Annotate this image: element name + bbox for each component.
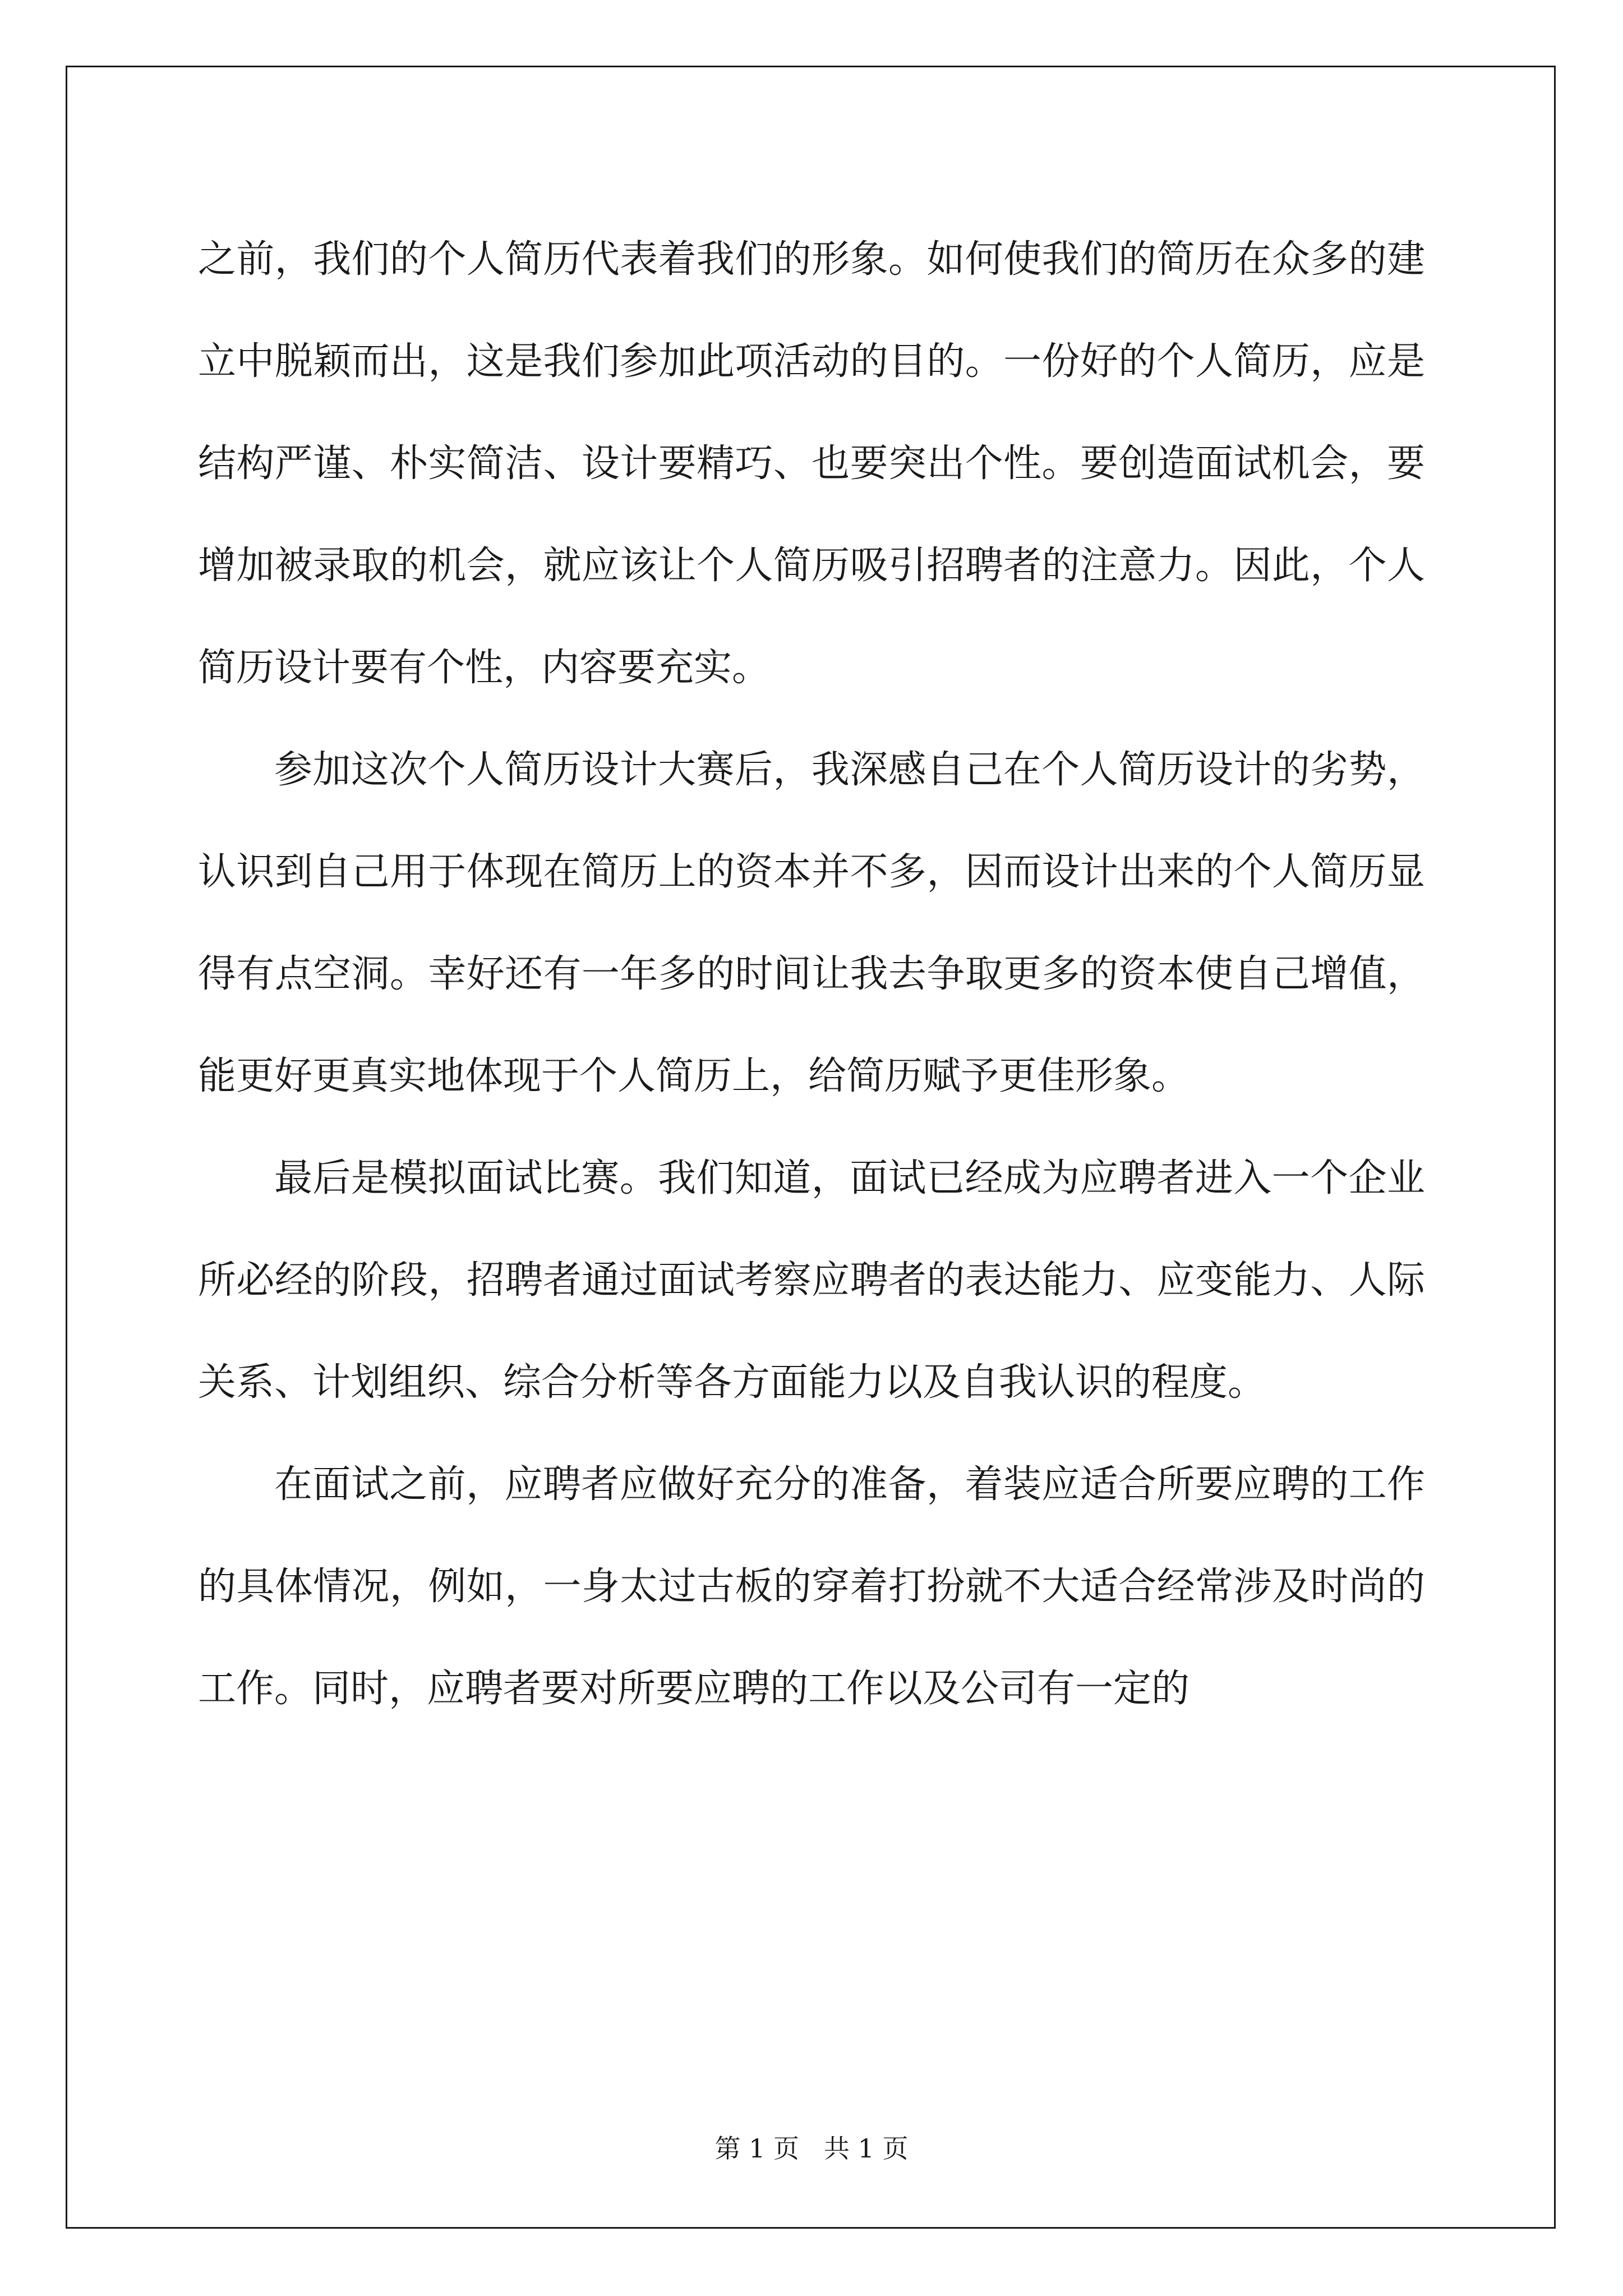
document-body: [198, 209, 1425, 1740]
page-number: 第 1 页: [714, 2133, 799, 2164]
page-total: 共 1 页: [824, 2133, 909, 2164]
page-footer: [0, 2132, 1623, 2165]
paragraph-2: 参加这次个人简历设计大赛后，我深感自己在个人简历设计的劣势，认识到自己用于体现在简历上的资本并不多，因而设计出来的个人简历显得有点空洞。幸好还有一年多的时间让我去争取更多的资本使自己增值，能更好更真实地体现于个人简历上，给简历赋予更佳形象。: [198, 748, 1425, 1098]
paragraph-1: 之前，我们的个人简历代表着我们的形象。如何使我们的简历在众多的建立中脱颖而出，这是我们参加此项活动的目的。一份好的个人简历，应是结构严谨、朴实简洁、设计要精巧、也要突出个性。要创造面试机会，要增加被录取的机会，就应该让个人简历吸引招聘者的注意力。因此，个人简历设计要有个性，内容要充实。: [198, 237, 1425, 690]
paragraph-4: 在面试之前，应聘者应做好充分的准备，着装应适合所要应聘的工作的具体情况，例如，一身太过古板的穿着打扮就不大适合经常涉及时尚的工作。同时，应聘者要对所要应聘的工作以及公司有一定的: [198, 1462, 1425, 1711]
paragraph-3: 最后是模拟面试比赛。我们知道，面试已经成为应聘者进入一个企业所必经的阶段，招聘者通过面试考察应聘者的表达能力、应变能力、人际关系、计划组织、综合分析等各方面能力以及自我认识的程度。: [198, 1156, 1425, 1405]
